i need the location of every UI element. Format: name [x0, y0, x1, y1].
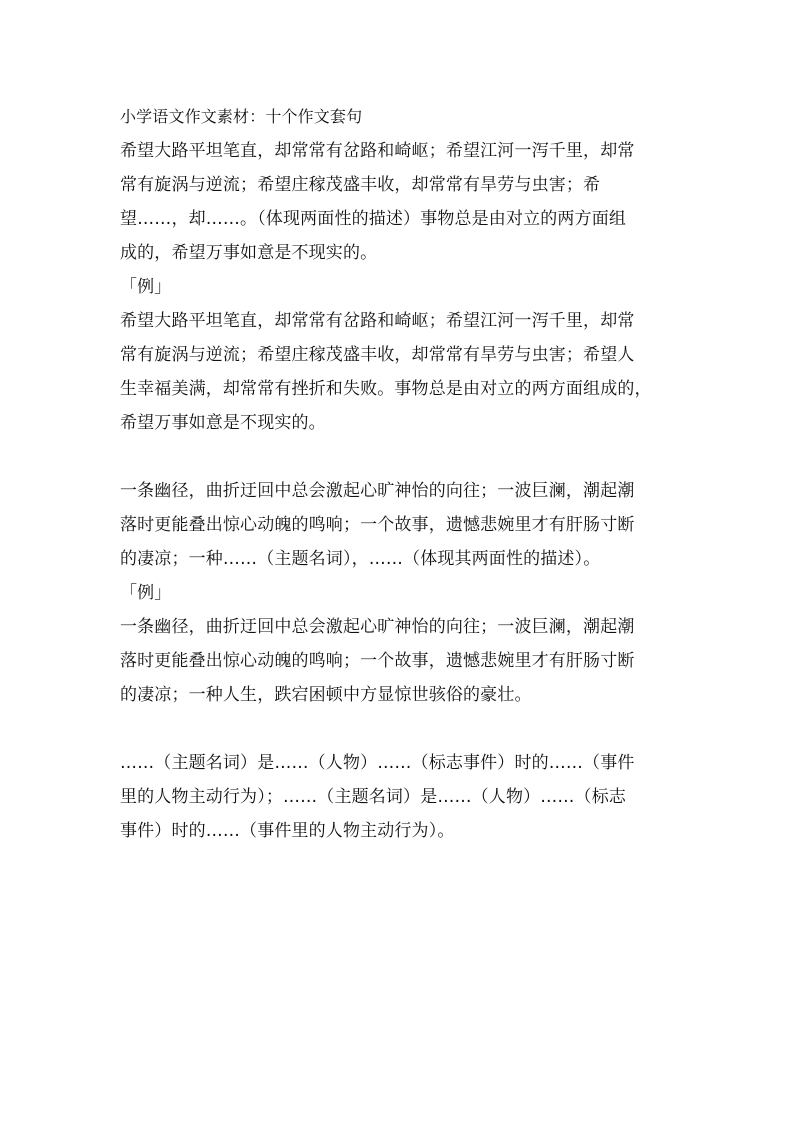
- section-1-template: [120, 134, 680, 270]
- paragraph-line: 事件）时的……（事件里的人物主动行为）。: [120, 821, 455, 841]
- paragraph-line: 常有旋涡与逆流；希望庄稼茂盛丰收，却常常有旱劳与虫害；希望人: [120, 345, 635, 365]
- paragraph-line: 一条幽径，曲折迂回中总会激起心旷神怡的向往；一波巨澜，潮起潮: [120, 481, 635, 501]
- paragraph-spacer: [120, 440, 680, 474]
- paragraph-line: 里的人物主动行为）；……（主题名词）是……（人物）……（标志: [120, 787, 626, 807]
- paragraph-line: 的凄凉；一种……（主题名词），……（体现其两面性的描述）。: [120, 549, 601, 569]
- paragraph-line: 希望大路平坦笔直，却常常有岔路和崎岖；希望江河一泻千里，却常: [120, 311, 635, 331]
- section-2-example: [120, 610, 680, 712]
- paragraph-line: ……（主题名词）是……（人物）……（标志事件）时的……（事件: [120, 753, 635, 773]
- paragraph-line: 落时更能叠出惊心动魄的鸣响；一个故事，遗憾悲婉里才有肝肠寸断: [120, 515, 635, 535]
- paragraph-line: 望……，却……。（体现两面性的描述）事物总是由对立的两方面组: [120, 209, 626, 229]
- paragraph-line: 一条幽径，曲折迂回中总会激起心旷神怡的向往；一波巨澜，潮起潮: [120, 617, 635, 637]
- document-title: 小学语文作文素材：十个作文套句: [120, 107, 363, 126]
- document-body: [120, 100, 680, 848]
- paragraph-line: 常有旋涡与逆流；希望庄稼茂盛丰收，却常常有旱劳与虫害；希: [120, 175, 601, 195]
- paragraph-line: 落时更能叠出惊心动魄的鸣响；一个故事，遗憾悲婉里才有肝肠寸断: [120, 651, 635, 671]
- section-1-example: [120, 304, 680, 440]
- paragraph-line: 希望大路平坦笔直，却常常有岔路和崎岖；希望江河一泻千里，却常: [120, 141, 635, 161]
- paragraph-line: 的凄凉；一种人生，跌宕困顿中方显惊世骇俗的豪壮。: [120, 685, 532, 705]
- section-2-template: [120, 474, 680, 576]
- paragraph-line: 成的，希望万事如意是不现实的。: [120, 243, 378, 263]
- example-marker: 「例」: [120, 277, 172, 297]
- paragraph-line: 希望万事如意是不现实的。: [120, 413, 326, 433]
- paragraph-line: 生幸福美满，却常常有挫折和失败。事物总是由对立的两方面组成的，: [120, 379, 652, 399]
- paragraph-spacer: [120, 712, 680, 746]
- section-3-template: [120, 746, 680, 848]
- example-marker: 「例」: [120, 583, 172, 603]
